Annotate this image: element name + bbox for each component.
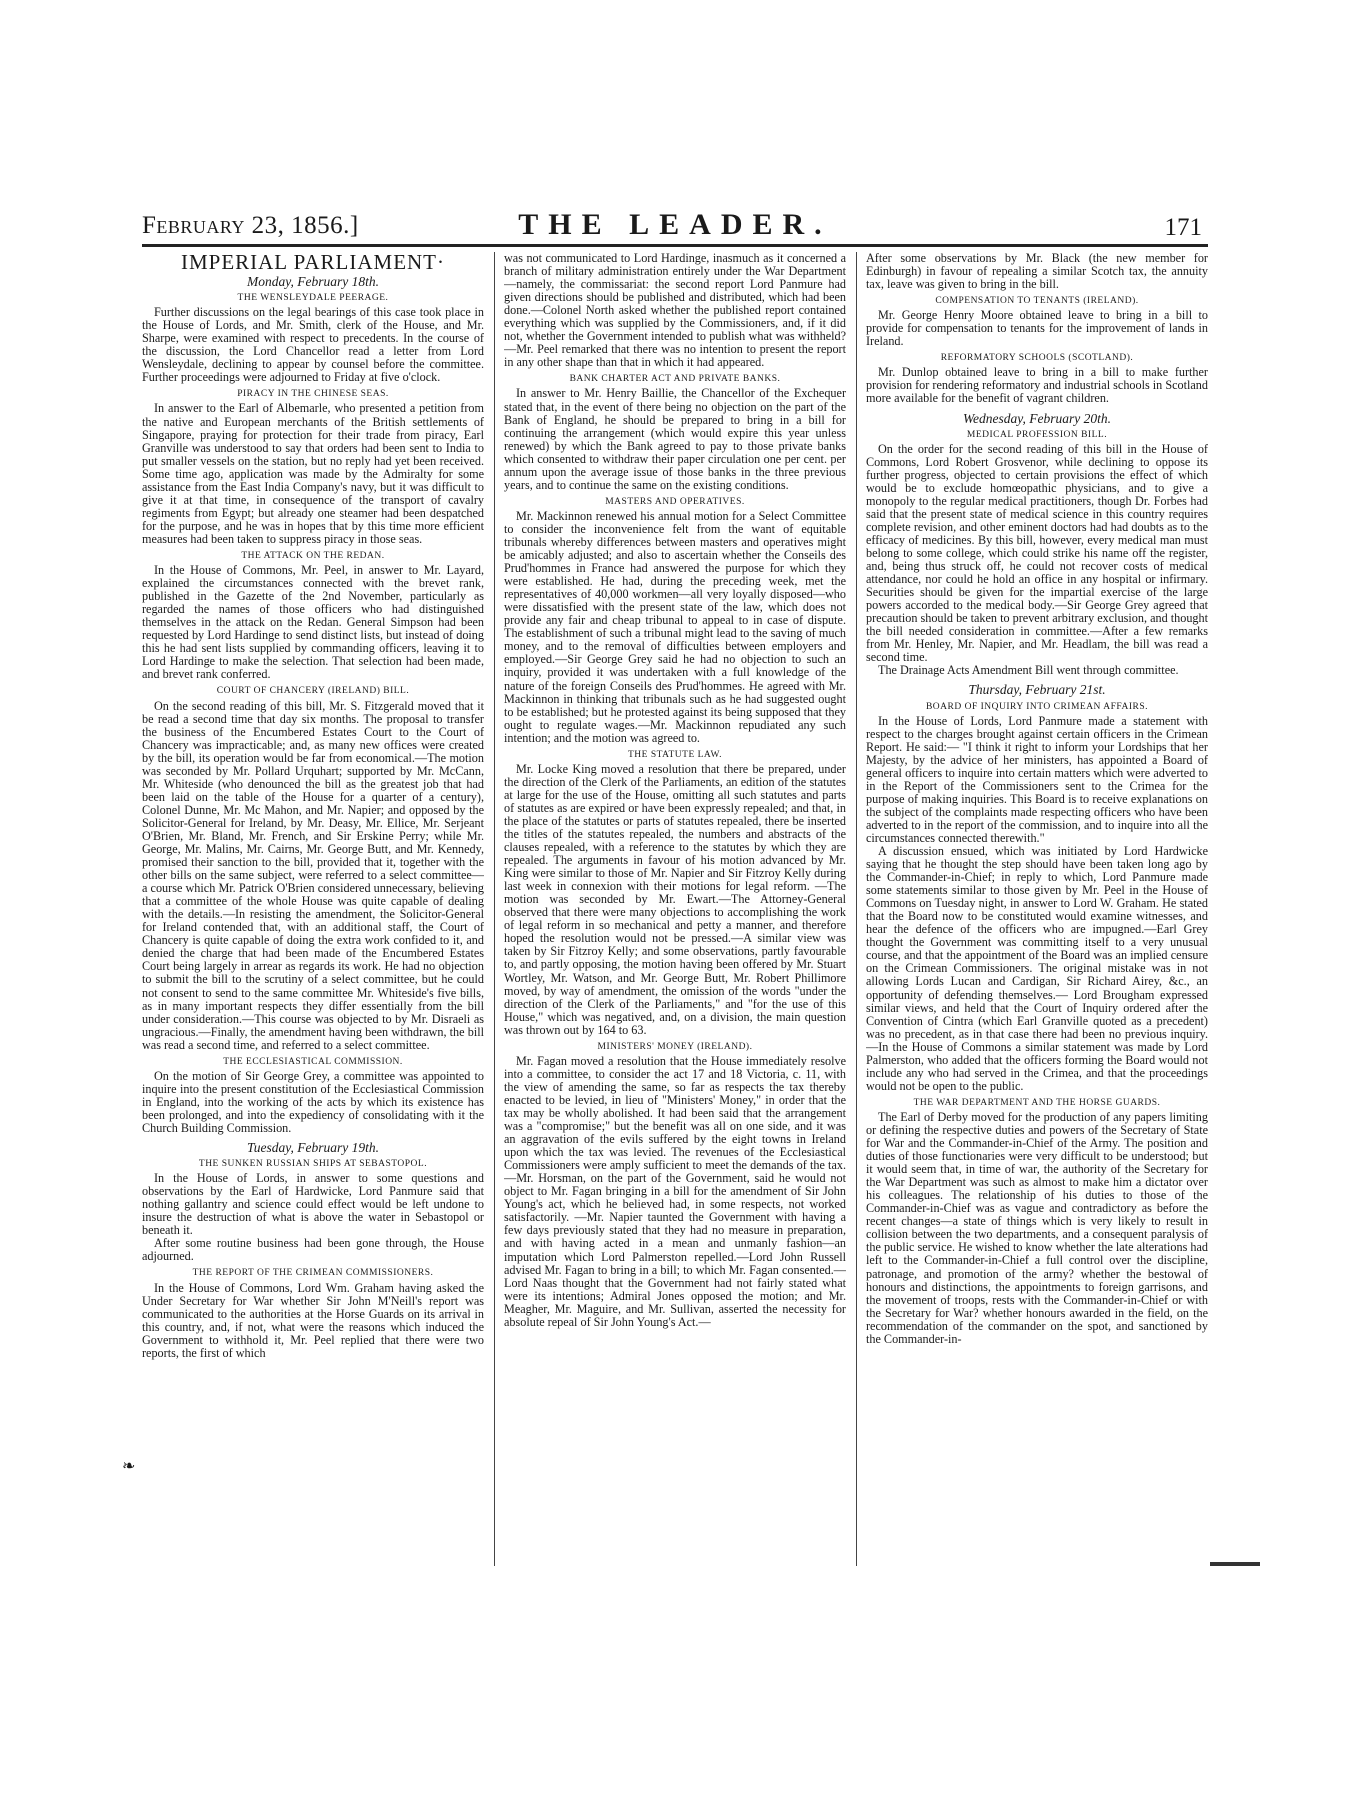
column-2 [504, 252, 846, 1566]
margin-mark-icon: ❧ [122, 1458, 136, 1475]
ink-blot [1210, 1562, 1260, 1566]
article-heading: BOARD OF INQUIRY INTO CRIMEAN AFFAIRS. [925, 701, 1149, 712]
issue-date: February 23, 1856.] [142, 212, 359, 239]
day-heading: Tuesday, February 19th. [247, 1140, 379, 1156]
column-divider [494, 252, 495, 1566]
article-body: In the House of Commons, Lord Wm. Graham having asked the Under Secretary for War whether Sir John M'Neill's report was communicated to the authorities at the Horse Guards on its arrival in this country, and, if not, what were the reasons which induced the Government to withhold it, Mr. Peel replied that there were two reports, the first of which [142, 1280, 484, 1360]
newspaper-title: THE LEADER. [518, 208, 832, 241]
article-heading: MEDICAL PROFESSION BILL. [966, 429, 1108, 440]
article-heading: THE SUNKEN RUSSIAN SHIPS AT SEBASTOPOL. [198, 1159, 428, 1170]
article-body: On the second reading of this bill, Mr. S. Fitzgerald moved that it be read a second time that day six months. The proposal to transfer the business of the Encumbered Estates Court to the Court of Chancery was impracticable; and, as many new offices were created by the bill, its operation would be far from economical.—The motion was seconded by Mr. Pollard Urquhart; supported by Mr. McCann, Mr. Whiteside (who denounced the bill as the greatest job that had been laid on the table of the House for a quarter of a century), Colonel Dunne, Mr. Mc Mahon, and Mr. Napier; and opposed by the Solicitor-General for Ireland, by Mr. Deasy, Mr. Ellice, Mr. Serjeant O'Brien, Mr. Bland, Mr. French, and Sir Erskine Perry; while Mr. George, Mr. Malins, Mr. Cairns, Mr. George Butt, and Mr. Kennedy, promised their sanction to the bill, provided that it, together with the other bills on the same subject, were referred to a select committee—a course which Mr. Patrick O'Brien considered unnecessary, believing that a committee of the whole House was quite capable of dealing with the details.—In resisting the amendment, the Solicitor-General for Ireland contended that, with an additional staff, the Court of Chancery is quite capable of doing the extra work confided to it, and denied the charge that had been made of the Encumbered Estates Court being largely in arrear as regards its work. He had no objection to submit the bill to the scrutiny of a select committee, but he could not consent to send to the same committee Mr. Whiteside's five bills, as in many important respects they differ essentially from the bill under consideration.—This course was objected to by Mr. Disraeli as ungracious.—Finally, the amendment having been withdrawn, the bill was read a second time, and referred to a select committee. [142, 698, 484, 1052]
columns [142, 252, 1208, 1566]
article-body: Mr. Dunlop obtained leave to bring in a bill to make further provision for rendering reformatory and industrial schools in Scotland more available for the benefit of vagrant children. [866, 365, 1208, 406]
article-heading: THE REPORT OF THE CRIMEAN COMMISSIONERS. [192, 1268, 434, 1279]
article-heading: THE WAR DEPARTMENT AND THE HORSE GUARDS. [913, 1097, 1161, 1108]
article-body: After some routine business had been gone through, the House adjourned. [142, 1236, 484, 1264]
article-heading: MINISTERS' MONEY (IRELAND). [597, 1041, 753, 1052]
article-body: The Earl of Derby moved for the production of any papers limiting or defining the respective duties and powers of the Secretary of State for War and the Commander-in-Chief of the Army. The position and duties of those functionaries were very difficult to be understood; but it would seem that, in time of war, the authority of the Secretary for the War Department was such as almost to make him a dictator over his colleagues. The relationship of his duties to those of the Commander-in-Chief was as vague and contradictory as before the recent changes—a state of things which is very likely to result in collision between the two departments, and a consequent paralysis of the public service. He wished to know whether the late alterations had left to the Commander-in-Chief a full control over the discipline, patronage, and promotion of the army? whether the bestowal of honours and distinctions, the appointments to foreign garrisons, and the movement of troops, rests with the Commander-in-Chief or with the Secretary for War? whether honours awarded in the field, on the recommendation of the commander on the spot, and sanctioned by the Commander-in- [866, 1109, 1208, 1346]
article-heading: BANK CHARTER ACT AND PRIVATE BANKS. [569, 374, 781, 385]
day-heading: Thursday, February 21st. [968, 682, 1106, 698]
day-heading: Monday, February 18th. [247, 274, 379, 290]
article-body: In answer to Mr. Henry Baillie, the Chancellor of the Exchequer stated that, in the event of there being no objection on the part of the Bank of England, he should be prepared to bring in a bill for continuing the arrangement (which would expire this year unless renewed) by which the Bank agreed to pay to those private banks which consented to withdraw their paper circulation one per cent. per annum upon the average issue of those banks in the three previous years, and to continue the same on the existing conditions. [504, 386, 846, 492]
column-3 [866, 252, 1208, 1566]
newspaper-page [142, 206, 1208, 1566]
article-body: In the House of Lords, in answer to some questions and observations by the Earl of Hardwicke, Lord Panmure said that nothing gallantry and science could effect would be left undone to insure the destruction of what is above the water in Sebastopol or beneath it. [142, 1171, 484, 1238]
article-body: Mr. Fagan moved a resolution that the House immediately resolve into a committee, to consider the act 17 and 18 Victoria, c. 11, with the view of amending the same, so far as respects the tax thereby enacted to be levied, in lieu of "Ministers' Money," in order that the tax may be wholly abolished. It had been said that the arrangement was a "compromise;" but the benefit was all on one side, and it was an aggravation of the evils suffered by the eight towns in Ireland upon which the tax was levied. The revenues of the Ecclesiastical Commissioners were amply sufficient to meet the demands of the tax.—Mr. Horsman, on the part of the Government, said he would not object to Mr. Fagan bringing in a bill for the amendment of Sir John Young's act, which he believed had, in some respects, not worked satisfactorily. —Mr. Napier taunted the Government with having a few days previously stated that they had no measure in preparation, and with having acted in a mean and unmanly fashion—an imputation which Lord Palmerston repelled.—Lord John Russell advised Mr. Fagan to bring in a bill; to which Mr. Fagan consented.—Lord Naas thought that the Government had not fairly stated what were its intentions; Admiral Jones opposed the motion; and Mr. Meagher, Mr. Maguire, and Mr. Sullivan, asserted the necessity for absolute repeal of Sir John Young's Act.— [504, 1053, 846, 1329]
article-body: Mr. Mackinnon renewed his annual motion for a Select Committee to consider the inconvenience felt from the want of equitable tribunals whereby differences between masters and operatives might be amicably adjusted; and also to ascertain whether the Conseils des Prud'hommes in France had answered the purpose for which they were established. He had, during the preceding week, met the representatives of 40,000 workmen—all very loyally disposed—who were dissatisfied with the present state of the law, which does not provide any fair and cheap tribunal to appeal to in case of dispute. The establishment of such a tribunal might lead to the saving of much money, and to the removal of difficulties between employers and employed.—Sir George Grey said he had no objection to such an inquiry, provided it was undertaken with a full knowledge of the nature of the foreign Conseils des Prud'hommes. He agreed with Mr. Mackinnon in thinking that tribunals such as he had suggested ought to be established; but he protested against its being supposed that they ought to regulate wages.—Mr. Mackinnon repudiated any such intention; and the motion was agreed to. [504, 508, 846, 745]
article-heading: THE STATUTE LAW. [628, 749, 722, 760]
article-heading: PIRACY IN THE CHINESE SEAS. [237, 389, 389, 400]
article-body: A discussion ensued, which was initiated by Lord Hardwicke saying that he thought the step should have been taken long ago by the Commander-in-Chief; in reply to which, Lord Panmure made some statements similar to those given by Mr. Peel in the House of Commons on Tuesday night, in answer to Lord W. Graham. He stated that the Board now to be constituted would examine witnesses, and hear the defence of the officers who are impugned.—Earl Grey thought the Government was committing itself to a very unusual course, and that the appointment of the Board was an implied censure on the Crimean Commissioners. The original mistake was in not allowing Lords Lucan and Cardigan, Sir Richard Airey, &c., an opportunity of defending themselves.— Lord Brougham expressed similar views, and held that the Court of Inquiry ordered after the Convention of Cintra (which Earl Granville quoted as a precedent) was no precedent, as in that case there had been no previous inquiry.—In the House of Commons a similar statement was made by Lord Palmerston, who added that the officers forming the Board would not include any who had served in the Crimea, and that the proceedings would not be open to the public. [866, 844, 1208, 1093]
article-heading: MASTERS AND OPERATIVES. [605, 496, 745, 507]
masthead-rule [142, 244, 1208, 247]
article-body: Mr. George Henry Moore obtained leave to bring in a bill to provide for compensation to tenants for the improvement of lands in Ireland. [866, 308, 1208, 349]
article-body: In answer to the Earl of Albemarle, who presented a petition from the native and European merchants of the British settlements of Singapore, praying for protection for their trade from piracy, Earl Granville was understood to say that orders had been sent to India to put smaller vessels on the station, but no reply had yet been received. Some time ago, application was made by the Admiralty for some assistance from the East India Company's navy, but it was difficult to give it at that time, in consequence of the transport of cavalry regiments from Egypt; but already one steamer had been despatched for the purpose, and he was in hopes that by this time more efficient measures had been taken to suppress piracy in those seas. [142, 401, 484, 546]
article-body: Mr. Locke King moved a resolution that there be prepared, under the direction of the Clerk of the Parliaments, an edition of the statutes at large for the use of the House, omitting all such statutes and parts of statutes as are expired or have been expressly repealed; and that, in the place of the statutes or parts of statutes repealed, there be inserted the titles of the statutes repealed, the numbers and abstracts of the clauses repealed, with a reference to the statutes by which they are repealed. The arguments in favour of his motion advanced by Mr. King were similar to those of Mr. Napier and Sir Fitzroy Kelly during last week in connexion with their motions for legal reform. —The motion was seconded by Mr. Ewart.—The Attorney-General observed that there were many objections to accomplishing the work of legal reform in so mechanical and petty a manner, and therefore hoped the resolution would not be pressed.—A similar view was taken by Sir Fitzroy Kelly; and some observations, partly favourable to, and partly opposing, the motion having been offered by Mr. Stuart Wortley, Mr. Watson, and Mr. George Butt, Mr. Robert Phillimore moved, by way of amendment, the omission of the words "under the direction of the Clerk of the Parliaments," and "for the use of this House," which was negatived, and, on a division, the main question was thrown out by 164 to 63. [504, 761, 846, 1037]
article-body: In the House of Lords, Lord Panmure made a statement with respect to the charges brought against certain officers in the Crimean Report. He said:— "I think it right to inform your Lordships that her Majesty, by the advice of her ministers, has appointed a Board of general officers to inquire into certain matters which were adverted to in the Report of the Commissioners sent to the Crimea for the purpose of making inquiries. This Board is to receive explanations on the subject of the complaints made respecting officers who have been adverted to in the report of the commission, and to inquire into all the circumstances connected therewith." [866, 713, 1208, 845]
column-divider [856, 252, 857, 1566]
article-body: On the motion of Sir George Grey, a committee was appointed to inquire into the present constitution of the Ecclesiastical Commission in England, into the working of the acts by which its existence has been prolonged, and into the expediency of consolidating with it the Church Building Commission. [142, 1068, 484, 1135]
article-body: After some observations by Mr. Black (the new member for Edinburgh) in favour of repealing a similar Scotch tax, the annuity tax, leave was given to bring in the bill. [866, 252, 1208, 292]
article-heading: COMPENSATION TO TENANTS (IRELAND). [935, 296, 1139, 307]
day-heading: Wednesday, February 20th. [963, 410, 1111, 426]
article-heading: THE WENSLEYDALE PEERAGE. [237, 293, 389, 304]
article-heading: COURT OF CHANCERY (IRELAND) BILL. [216, 686, 410, 697]
article-body: The Drainage Acts Amendment Bill went through committee. [878, 663, 1179, 678]
page-number: 171 [1164, 214, 1202, 241]
article-body: Further discussions on the legal bearings of this case took place in the House of Lords, and Mr. Smith, clerk of the House, and Mr. Sharpe, were examined with respect to precedents. In the course of the discussion, the Lord Chancellor read a letter from Lord Wensleydale, declining to appear by counsel before the committee. Further proceedings were adjourned to Friday at five o'clock. [142, 305, 484, 385]
article-body: On the order for the second reading of this bill in the House of Commons, Lord Robert Grosvenor, while declining to oppose its further progress, objected to certain provisions the effect of which would be to exclude homœopathic physicians, and to give a monopoly to the regular medical practitioners, though Dr. Forbes had said that the present state of medical science in this country requires complete revision, and other eminent doctors had had doubts as to the efficacy of medicines. By this bill, however, every medical man must belong to some college, which could strike his name off the register, and, being thus struck off, he could not recover costs of medical attendance, nor could he hold an office in any hospital or infirmary. Securities should be given for the impartial exercise of the large powers accorded to the medical body.—Sir George Grey agreed that precaution should be taken to prevent arbitrary exclusion, and thought the bill needed consideration in committee.—After a few remarks from Mr. Henley, Mr. Napier, and Mr. Headlam, the bill was read a second time. [866, 441, 1208, 665]
article-body: In the House of Commons, Mr. Peel, in answer to Mr. Layard, explained the circumstances connected with the brevet rank, published in the Gazette of the 2nd November, particularly as regarded the names of those officers who had distinguished themselves in the attack on the Redan. General Simpson had been requested by Lord Hardinge to send distinct lists, but instead of doing this he had sent lists supplied by commanding officers, leaving it to Lord Hardinge to make the selection. That selection had been made, and brevet rank conferred. [142, 563, 484, 682]
article-heading: REFORMATORY SCHOOLS (SCOTLAND). [940, 353, 1134, 364]
article-heading: THE ECCLESIASTICAL COMMISSION. [223, 1056, 403, 1067]
section-title: IMPERIAL PARLIAMENT· [180, 252, 446, 274]
article-body: was not communicated to Lord Hardinge, inasmuch as it concerned a branch of military administration entirely under the War Department—namely, the commissariat: the second report Lord Panmure had given directions should be published and distributed, which had been done.—Colonel North asked whether the published report contained everything which was supplied by the Commissioners, and, if it did not, whether the Government intended to publish what was withheld?—Mr. Peel remarked that there was no intention to present the report in any other shape than that in which it had appeared. [504, 252, 846, 370]
column-1 [142, 252, 484, 1566]
masthead [142, 206, 1208, 246]
article-heading: THE ATTACK ON THE REDAN. [241, 550, 385, 561]
